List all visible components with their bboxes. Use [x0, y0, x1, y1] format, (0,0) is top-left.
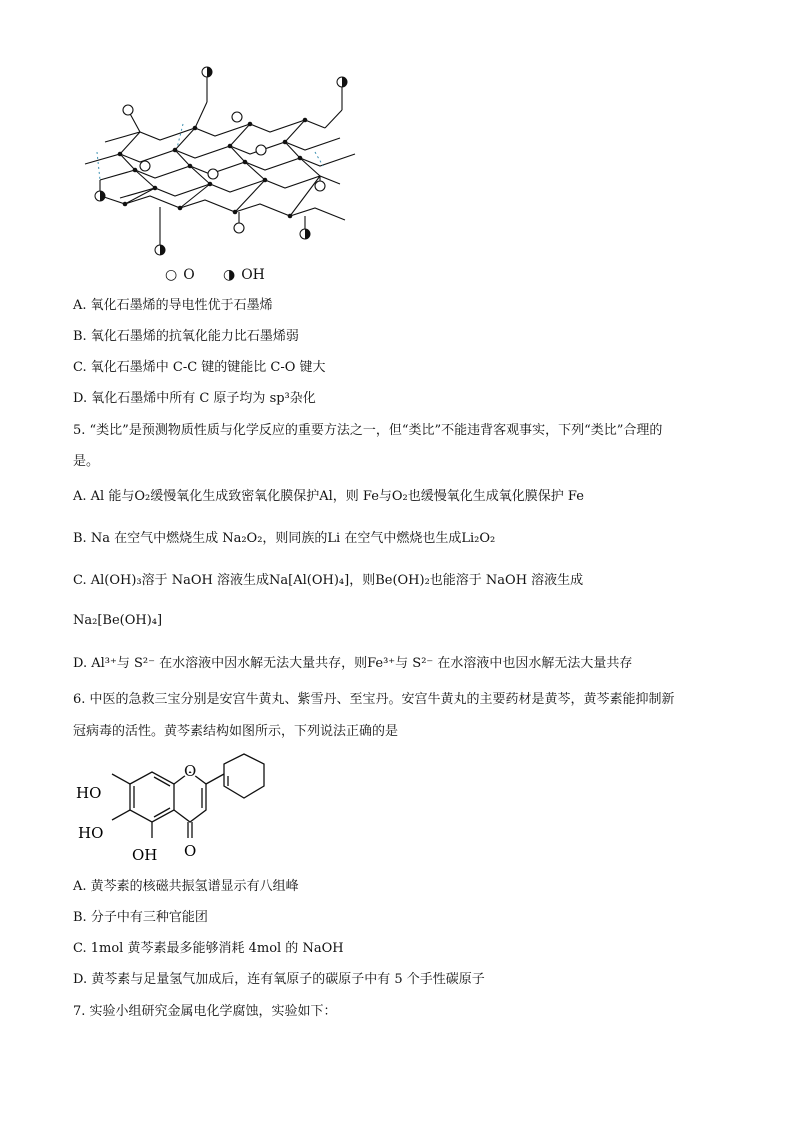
q5-option-b: B. Na 在空气中燃烧生成 Na₂O₂，则同族的Li 在空气中燃烧也生成Li₂O₂: [73, 531, 496, 546]
q6-stem-line1: 6. 中医的急救三宝分别是安宫牛黄丸、紫雪丹、至宝丹。安宫牛黄丸的主要药材是黄芩，黄芩素能抑制新: [73, 692, 675, 707]
q5-option-c-line2: Na₂[Be(OH)₄]: [73, 613, 163, 628]
legend-oh-label: OH: [241, 267, 265, 283]
q5-option-c-line1: C. Al(OH)₃溶于 NaOH 溶液生成Na[Al(OH)₄]，则Be(OH)₂也能溶于 NaOH 溶液生成: [73, 573, 584, 588]
baicalein-structure: [72, 752, 272, 870]
keto-oxygen-label: O: [184, 842, 197, 860]
oh-marker-icon: ◑: [222, 267, 236, 283]
q4-option-d: D. 氧化石墨烯中所有 C 原子均为 sp³杂化: [73, 391, 316, 406]
ring-oxygen-label: O: [184, 762, 197, 780]
q5-option-a: A. Al 能与O₂缓慢氧化生成致密氧化膜保护Al，则 Fe与O₂也缓慢氧化生成氧化膜保护 Fe: [73, 489, 584, 504]
q5-stem-line1: 5. “类比”是预测物质性质与化学反应的重要方法之一，但“类比”不能违背客观事实，下列“类比”合理的: [73, 423, 663, 438]
q6-option-a: A. 黄芩素的核磁共振氢谱显示有八组峰: [73, 879, 299, 894]
q4-option-b: B. 氧化石墨烯的抗氧化能力比石墨烯弱: [73, 329, 299, 344]
q6-option-d: D. 黄芩素与足量氢气加成后，连有氧原子的碳原子中有 5 个手性碳原子: [73, 972, 485, 987]
q7-stem: 7. 实验小组研究金属电化学腐蚀，实验如下：: [73, 1004, 337, 1019]
oh-markers: [95, 67, 347, 255]
ho-label-1: HO: [76, 784, 102, 802]
q4-option-c: C. 氧化石墨烯中 C-C 键的键能比 C-O 键大: [73, 360, 326, 375]
legend-o-label: O: [183, 267, 195, 283]
q6-option-b: B. 分子中有三种官能团: [73, 910, 208, 925]
graphene-oxide-structure: [65, 62, 365, 262]
q6-stem-line2: 冠病毒的活性。黄芩素结构如图所示，下列说法正确的是: [73, 724, 399, 739]
o-marker-icon: ○: [165, 267, 178, 283]
q5-option-d: D. Al³⁺与 S²⁻ 在水溶液中因水解无法大量共存，则Fe³⁺与 S²⁻ 在水溶液中也因水解无法大量共存: [73, 656, 633, 671]
q5-stem-line2: 是。: [73, 454, 100, 469]
q6-option-c: C. 1mol 黄芩素最多能够消耗 4mol 的 NaOH: [73, 941, 344, 956]
ho-label-2: HO: [78, 824, 104, 842]
q4-option-a: A. 氧化石墨烯的导电性优于石墨烯: [73, 298, 273, 313]
oh-label: OH: [132, 846, 158, 864]
structure-legend: [165, 267, 271, 283]
